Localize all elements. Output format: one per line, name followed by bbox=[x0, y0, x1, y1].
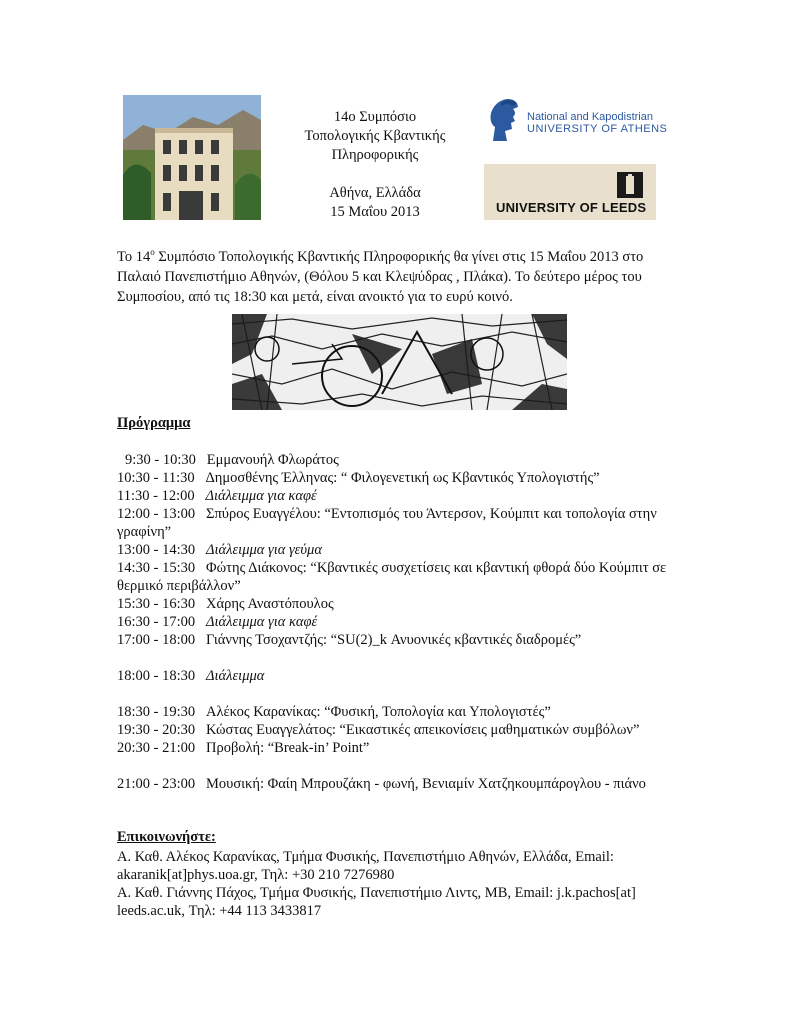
schedule-row bbox=[117, 487, 687, 505]
schedule-entry: Διάλειμμα bbox=[206, 668, 265, 684]
schedule-row bbox=[117, 613, 687, 631]
symposium-header bbox=[285, 108, 465, 222]
athena-head-icon bbox=[487, 97, 521, 143]
contact-line-2: Α. Καθ. Γιάννης Πάχος, Τμήμα Φυσικής, Πανεπιστήμιο Λιντς, ΜΒ, Email: j.k.pachos[at] leeds.ac.uk, Τηλ: +44 113 3433817 bbox=[117, 885, 636, 919]
header-title-line-2: Τοπολογικής Κβαντικής bbox=[304, 128, 446, 144]
uoa-name-line-1: National and Kapodistrian bbox=[527, 111, 653, 123]
schedule-entry: Εμμανουήλ Φλωράτος bbox=[206, 452, 339, 468]
intro-paragraph bbox=[117, 242, 677, 307]
building-photo bbox=[123, 95, 261, 220]
header-title-line-1: 14ο Συμπόσιο bbox=[333, 109, 417, 125]
schedule-time: 16:30 - 17:00 bbox=[117, 614, 196, 630]
schedule-time: 21:00 - 23:00 bbox=[117, 776, 196, 792]
schedule-entry: Μουσική: Φαίη Μπρουζάκη - φωνή, Βενιαμίν Χατζηκουμπάρογλου - πιάνο bbox=[206, 776, 646, 792]
schedule-entry: Κώστας Ευαγγελάτος: “Εικαστικές απεικονίσεις μαθηματικών συμβόλων” bbox=[206, 722, 640, 738]
program-schedule bbox=[117, 451, 687, 793]
intro-superscript: ο bbox=[150, 247, 155, 257]
contact-info bbox=[117, 848, 687, 920]
schedule-entry: Χάρης Αναστόπουλος bbox=[206, 596, 334, 612]
contact-title: Επικοινωνήστε: bbox=[117, 829, 216, 845]
contact-line-1: Α. Καθ. Αλέκος Καρανίκας, Τμήμα Φυσικής, Πανεπιστήμιο Αθηνών, Ελλάδα, Email: akaranik[at]phys.uoa.gr, Τηλ: +30 210 7276980 bbox=[117, 849, 614, 883]
schedule-entry: Διάλειμμα για καφέ bbox=[205, 488, 317, 504]
schedule-row bbox=[117, 703, 687, 721]
schedule-entry: Σπύρος Ευαγγέλου: “Εντοπισμός του Άντερσον, Κούμπιτ και τοπολογία στην γραφίνη” bbox=[117, 506, 657, 540]
program-title: Πρόγραμμα bbox=[117, 415, 191, 431]
schedule-entry: Διάλειμμα για καφέ bbox=[206, 614, 318, 630]
schedule-row bbox=[117, 721, 687, 739]
schedule-row bbox=[117, 595, 687, 613]
schedule-time: 15:30 - 16:30 bbox=[117, 596, 196, 612]
schedule-time: 12:00 - 13:00 bbox=[117, 506, 196, 522]
schedule-time: 14:30 - 15:30 bbox=[117, 560, 196, 576]
schedule-time: 20:30 - 21:00 bbox=[117, 740, 196, 756]
schedule-entry: Φώτης Διάκονος: “Κβαντικές συσχετίσεις και κβαντική φθορά δύο Κούμπιτ σε θερμικό περιβάλλον” bbox=[117, 560, 667, 594]
schedule-time: 9:30 - 10:30 bbox=[125, 452, 196, 468]
header-date: 15 Μαΐου 2013 bbox=[330, 204, 420, 220]
uoa-logo bbox=[487, 97, 668, 143]
schedule-time: 11:30 - 12:00 bbox=[117, 488, 195, 504]
leeds-logo bbox=[484, 164, 656, 220]
artwork-banner bbox=[232, 314, 567, 410]
schedule-row bbox=[117, 469, 687, 487]
schedule-row bbox=[117, 541, 687, 559]
leeds-name: UNIVERSITY OF LEEDS bbox=[496, 200, 647, 215]
schedule-time: 18:00 - 18:30 bbox=[117, 668, 196, 684]
schedule-time: 19:30 - 20:30 bbox=[117, 722, 196, 738]
header-title-line-3: Πληροφορικής bbox=[331, 147, 419, 163]
schedule-entry: Δημοσθένης Έλληνας: “ Φιλογενετική ως Κβαντικός Υπολογιστής” bbox=[205, 470, 600, 486]
schedule-time: 10:30 - 11:30 bbox=[117, 470, 195, 486]
schedule-row bbox=[117, 505, 687, 541]
schedule-row bbox=[117, 667, 687, 685]
schedule-row bbox=[117, 631, 687, 649]
leeds-crest-icon bbox=[617, 172, 643, 198]
schedule-row bbox=[117, 451, 687, 469]
header-place: Αθήνα, Ελλάδα bbox=[329, 185, 421, 201]
uoa-name-line-2: UNIVERSITY OF ATHENS bbox=[527, 123, 668, 135]
schedule-row bbox=[117, 559, 687, 595]
intro-prefix: Το 14 bbox=[117, 248, 151, 265]
schedule-row bbox=[117, 775, 687, 793]
schedule-row bbox=[117, 739, 687, 757]
schedule-entry: Διάλειμμα για γεύμα bbox=[206, 542, 322, 558]
schedule-time: 17:00 - 18:00 bbox=[117, 632, 196, 648]
schedule-entry: Προβολή: “Break-in’ Point” bbox=[206, 740, 370, 756]
schedule-time: 13:00 - 14:30 bbox=[117, 542, 196, 558]
intro-text: Συμπόσιο Τοπολογικής Κβαντικής Πληροφορικής θα γίνει στις 15 Μαΐου 2013 στο Παλαιό Πανεπιστήμιο Αθηνών, (Θόλου 5 και Κλεψύδρας , Πλάκα). Το δεύτερο μέρος του Συμποσίου, από τις 18:30 και μετά, είναι ανοικτό για το ευρύ κοινό. bbox=[117, 248, 644, 305]
schedule-entry: Γιάννης Τσοχαντζής: “SU(2)_k Ανυονικές κβαντικές διαδρομές” bbox=[206, 632, 582, 648]
schedule-entry: Αλέκος Καρανίκας: “Φυσική, Τοπολογία και Υπολογιστές” bbox=[206, 704, 551, 720]
schedule-time: 18:30 - 19:30 bbox=[117, 704, 196, 720]
